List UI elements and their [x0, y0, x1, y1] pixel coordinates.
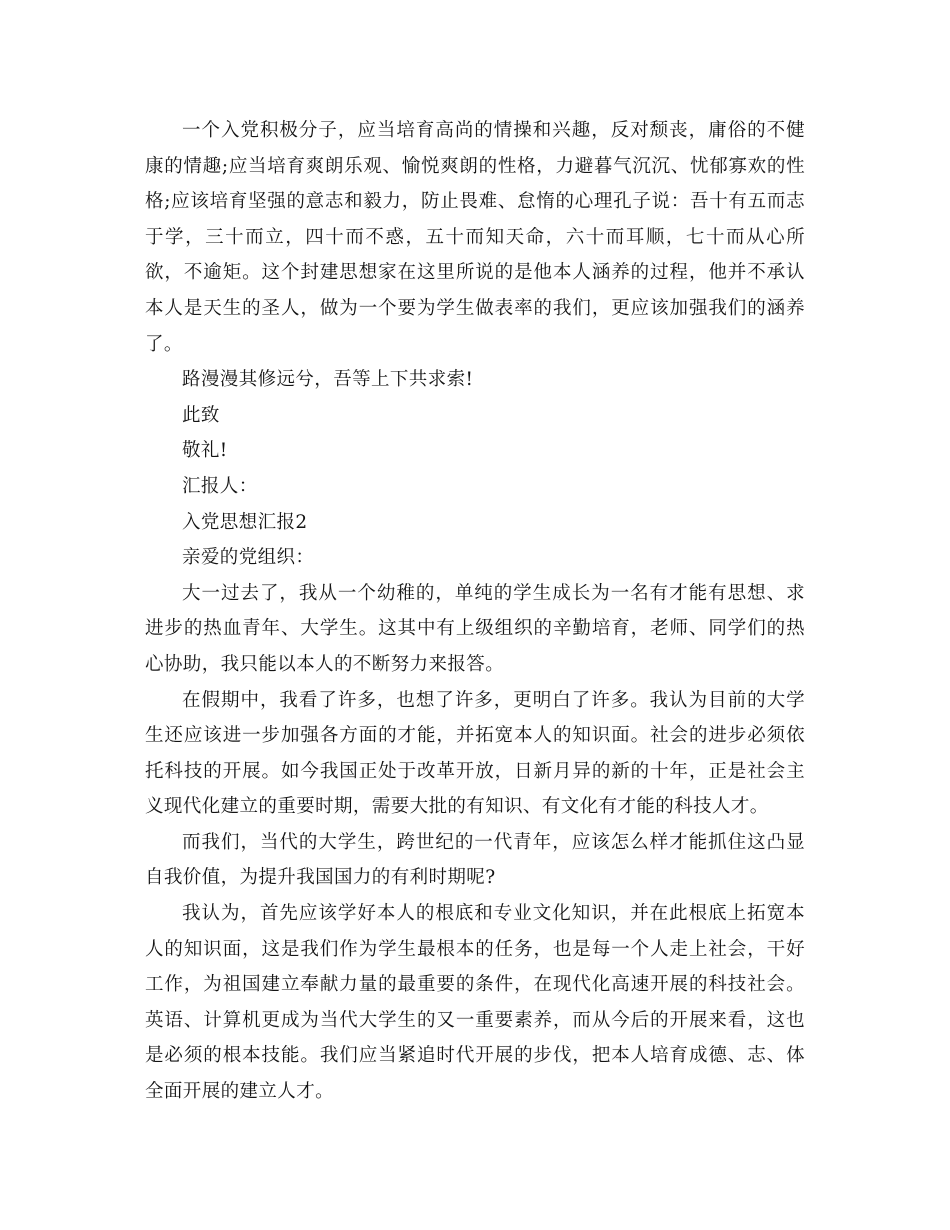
paragraph-vacation: 在假期中，我看了许多，也想了许多，更明白了许多。我认为目前的大学生还应该进一步加强各方面的才能，并拓宽本人的知识面。社会的进步必须依托科技的开展。如今我国正处于改革开放，日新月异的新的十年，正是社会主义现代化建立的重要时期，需要大批的有知识、有文化有才能的科技人才。 — [145, 689, 805, 818]
salutation-cizhi: 此致 — [182, 404, 220, 426]
reporter-label: 汇报人： — [182, 475, 258, 497]
closing-quote: 路漫漫其修远兮，吾等上下共求索! — [182, 369, 474, 391]
paragraph-question: 而我们，当代的大学生，跨世纪的一代青年，应该怎么样才能抓住这凸显自我价值，为提升我国国力的有利时期呢? — [145, 831, 805, 889]
document-body — [145, 113, 805, 1110]
paragraph-knowledge: 我认为，首先应该学好本人的根底和专业文化知识，并在此根底上拓宽本人的知识面，这是我们作为学生最根本的任务，也是每一个人走上社会，干好工作，为祖国建立奉献力量的最重要的条件，在现代化高速开展的科技社会。英语、计算机更成为当代大学生的又一重要素养，而从今后的开展来看，这也是必须的根本技能。我们应当紧追时代开展的步伐，把本人培育成德、志、体全面开展的建立人才。 — [145, 903, 805, 1103]
greeting: 亲爱的党组织： — [182, 547, 315, 569]
paragraph-cultivation: 一个入党积极分子，应当培育高尚的情操和兴趣，反对颓丧，庸俗的不健康的情趣;应当培育爽朗乐观、愉悦爽朗的性格，力避暮气沉沉、忧郁寡欢的性格;应该培育坚强的意志和毅力，防止畏难、怠惰的心理孔子说：吾十有五而志于学，三十而立，四十而不惑，五十而知天命，六十而耳顺，七十而从心所欲，不逾矩。这个封建思想家在这里所说的是他本人涵养的过程，他并不承认本人是天生的圣人，做为一个要为学生做表率的我们，更应该加强我们的涵养了。 — [145, 120, 805, 355]
report-title: 入党思想汇报2 — [182, 511, 308, 533]
paragraph-freshman-year: 大一过去了，我从一个幼稚的，单纯的学生成长为一名有才能有思想、求进步的热血青年、大学生。这其中有上级组织的辛勤培育，老师、同学们的热心协助，我只能以本人的不断努力来报答。 — [145, 582, 805, 675]
salutation-jingli: 敬礼! — [182, 440, 228, 462]
